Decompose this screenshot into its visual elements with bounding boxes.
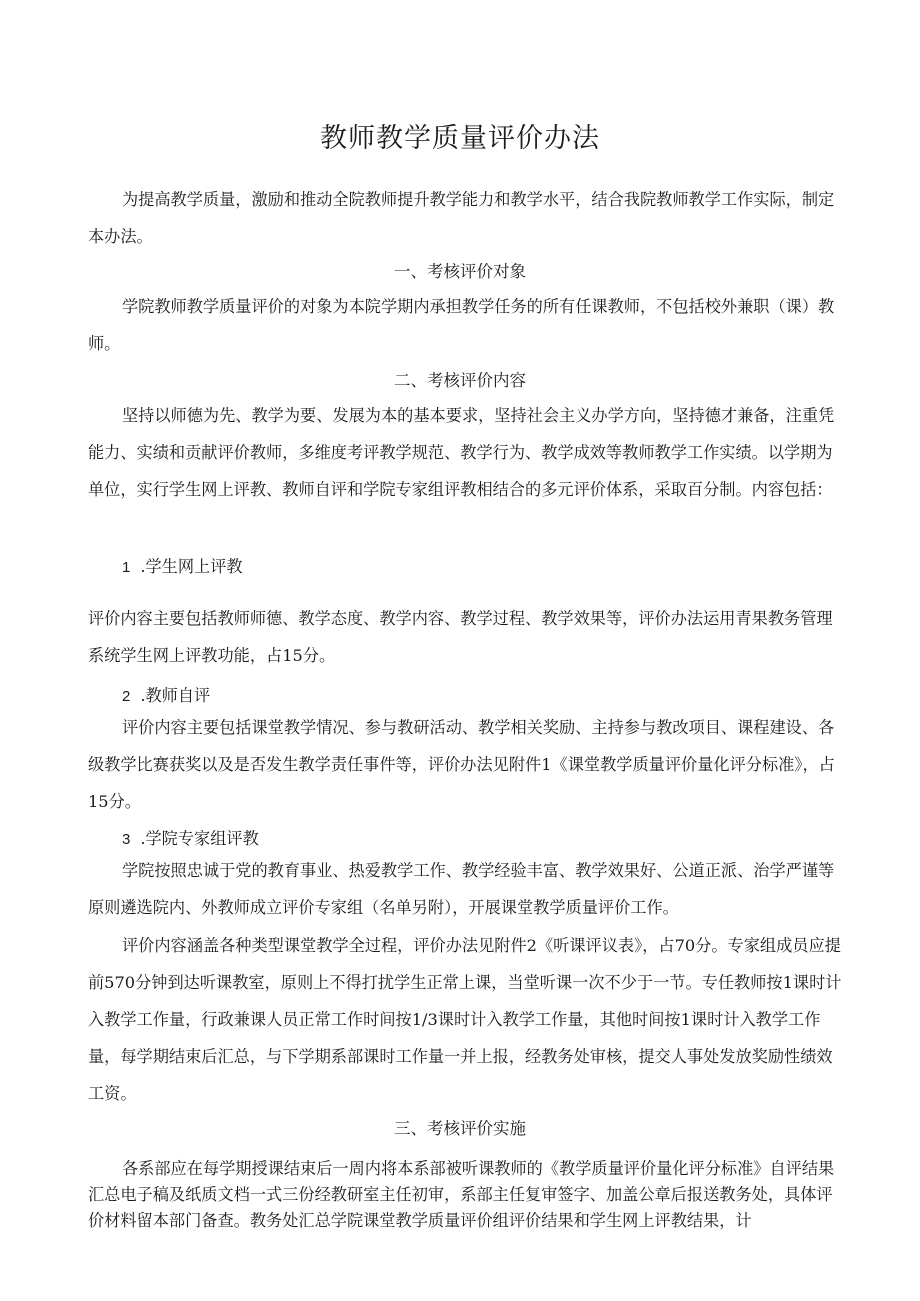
intro-paragraph: 为提高教学质量，激励和推动全院教师提升教学能力和教学水平，结合我院教师教学工作实际，制定本办法。 — [88, 190, 835, 246]
item-number: 1 — [122, 559, 131, 576]
section-heading-2: 二、考核评价内容 — [394, 371, 526, 390]
item-label: .学院专家组评教 — [140, 829, 259, 848]
item-heading-2 — [122, 682, 210, 706]
document-title: 教师教学质量评价办法 — [320, 123, 600, 155]
item-label: .教师自评 — [140, 686, 211, 705]
item-body-3a: 学院按照忠诚于党的教育事业、热爱教学工作、教学经验丰富、教学效果好、公道正派、治学严谨等原则遴选院内、外教师成立评价专家组（名单另附），开展课堂教学质量评价工作。 — [88, 861, 835, 917]
section-heading-3: 三、考核评价实施 — [394, 1119, 526, 1138]
item-heading-3 — [122, 825, 259, 849]
item-heading-1 — [122, 553, 243, 577]
item-number: 2 — [122, 688, 131, 705]
item-number: 3 — [122, 831, 131, 848]
section-body-2: 坚持以师德为先、教学为要、发展为本的基本要求，坚持社会主义办学方向，坚持德才兼备，注重凭能力、实绩和贡献评价教师，多维度考评教学规范、教学行为、教学成效等教师教学工作实绩。以学期为单位，实行学生网上评教、教师自评和学院专家组评教相结合的多元评价体系，采取百分制。内容包括： — [88, 406, 835, 499]
section-heading-1: 一、考核评价对象 — [394, 262, 526, 281]
item-label: .学生网上评教 — [140, 557, 243, 576]
section-body-1: 学院教师教学质量评价的对象为本院学期内承担教学任务的所有任课教师，不包括校外兼职（课）教师。 — [88, 297, 835, 353]
item-body-1: 评价内容主要包括教师师德、教学态度、教学内容、教学过程、教学效果等，评价办法运用青果教务管理系统学生网上评教功能，占15分。 — [88, 609, 833, 665]
item-body-2: 评价内容主要包括课堂教学情况、参与教研活动、教学相关奖励、主持参与教改项目、课程建设、各级教学比赛获奖以及是否发生教学责任事件等，评价办法见附件1《课堂教学质量评价量化评分标准》，占15分。 — [88, 718, 835, 811]
section-body-3: 各系部应在每学期授课结束后一周内将本系部被听课教师的《教学质量评价量化评分标准》自评结果汇总电子稿及纸质文档一式三份经教研室主任初审，系部主任复审签字、加盖公章后报送教务处，具体评价材料留本部门备查。教务处汇总学院课堂教学质量评价组评价结果和学生网上评教结果，计 — [88, 1159, 835, 1230]
item-body-3b: 评价内容涵盖各种类型课堂教学全过程，评价办法见附件2《听课评议表》，占70分。专家组成员应提前570分钟到达听课教室，原则上不得打扰学生正常上课，当堂听课一次不少于一节。专任教师按1课时计入教学工作量，行政兼课人员正常工作时间按1/3课时计入教学工作量，其他时间按1课时计入教学工作量，每学期结束后汇总，与下学期系部课时工作量一并上报，经教务处审核，提交人事处发放奖励性绩效工资。 — [88, 936, 842, 1103]
